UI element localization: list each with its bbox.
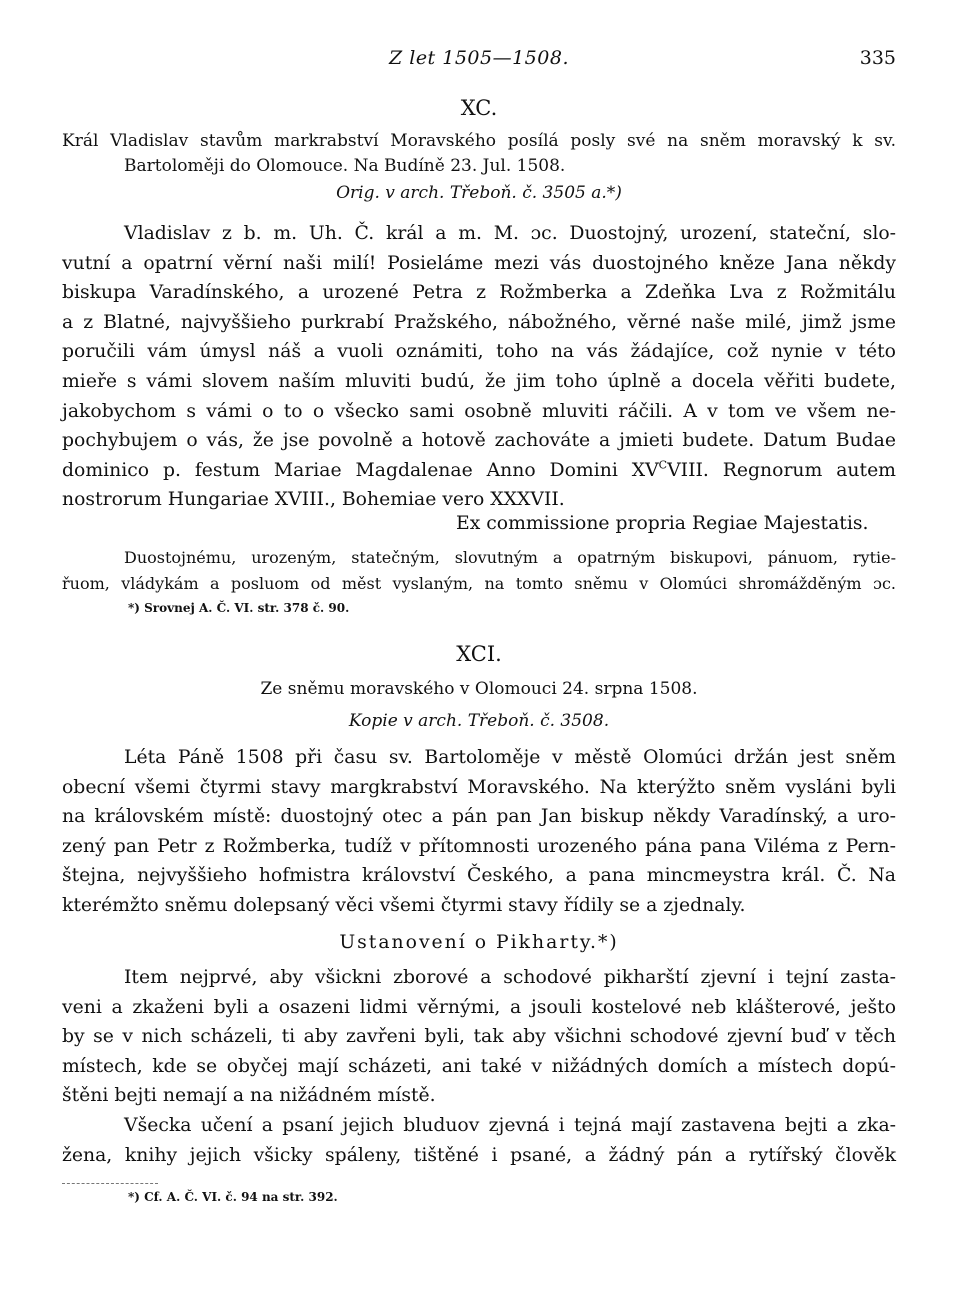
text-line: obecní všemi čtyrmi stavy margkrabství Moravského. Na kterýžto sněm vysláni byli [62,776,896,798]
document-headline-xci: Ze sněmu moravského v Olomouci 24. srpna 1508. [260,679,698,699]
page-number: 335 [859,47,896,69]
text-line: na královském místě: duostojný otec a pán pan Jan biskup někdy Varadínský, a uro- [62,806,896,828]
text-line: jakobychom s vámi o to o všecko sami osobně mluviti ráčili. A v tom ve všem ne- [62,400,896,422]
archive-reference-xci: Kopie v arch. Třeboň. č. 3508. [348,711,610,731]
paragraph-1 [62,743,896,921]
document-number-xc: XC. [460,96,498,120]
address-line: Duostojnému, urozeným, statečným, slovutným a opatrným biskupovi, pánuom, rytie- [124,548,896,567]
section-heading: Ustanovení o Pikharty.*) [339,932,619,953]
text-line: mieře s vámi slovem naším mluviti budú, že jim toho úplně a docela věřiti budete, [62,370,896,392]
text-line: štěni bejti nemají a na nižádném místě. [62,1085,436,1107]
paragraph-2 [62,963,896,1111]
page-header [62,47,896,75]
address-block [62,545,896,597]
text-line: poručili vám úmysl náš a vuoli oznámiti, toho na vás žádajíce, což nynie v této [62,341,896,363]
text-line: místech, kde se obyčej mají scházeti, ani také v nižádných domích a místech dopú- [62,1055,896,1077]
text-line: vutní a opatrní věrní naši milí! Posieláme mezi vás duostojného kněze Jana někdy [62,252,896,274]
text-line: a z Blatné, najvyššieho purkrabí Pražského, nábožného, věrné naše milé, jimž jsme [62,311,896,333]
text-line: Všecka učení a psaní jejich bluduov zjevná i tejná mají zastavena bejti a zka- [124,1115,896,1136]
paragraph-3 [62,1111,896,1170]
date-superscript: C [658,458,668,472]
address-line: řuom, vládykám a posluom od měst vyslaným, na tomto sněmu v Olomúci shromážděným ɔc. [62,574,896,593]
text-line: Item nejprvé, aby všickni zborové a schodové pikharští zjevní i tejní zasta- [124,967,896,988]
date-tail: VIII. Regnorum autem [667,459,896,481]
text-line: štejna, nejvyššieho hofmistra království Českého, a pana mincmeystra král. Č. Na [62,865,896,887]
archive-reference-xc: Orig. v arch. Třeboň. č. 3505 a.*) [336,183,622,203]
text-line [62,456,896,486]
text-line: biskupa Varadínského, a urozené Petra z Rožmberka a Zdeňka Lva z Rožmitálu [62,282,896,304]
headline-line: Bartoloměji do Olomouce. Na Budíně 23. Jul. 1508. [124,156,566,176]
footnote-rule [62,1183,158,1184]
text-line: Léta Páně 1508 při času sv. Bartoloměje v městě Olomúci držán jest sněm [124,747,896,768]
text-line: zený pan Petr z Rožmberka, tudíž v přítomnosti urozeného pána pana Viléma z Pern- [62,835,896,857]
footnote-xci: *) Cf. A. Č. VI. č. 94 na str. 392. [128,1190,338,1204]
text-line: veni a zkaženi byli a osazeni lidmi věrnými, a jsouli kostelové neb klášterové, ješto [62,996,896,1018]
document-number-xci: XCI. [456,642,502,666]
text-line: pochybujem o vás, že jse povolně a hotově zachováte a jmieti budete. Datum Budae [62,430,896,452]
text-line: by se v nich scházeli, ti aby zavřeni byli, tak aby všichni schodové zjevní buď v těch [62,1026,896,1048]
text-line: kterémžto sněmu dolepsaný věci všemi čtyrmi stavy řídily se a zjednaly. [62,894,746,916]
text-line: Vladislav z b. m. Uh. Č. král a m. M. ɔc. Duostojný, urození, stateční, slo- [124,223,896,244]
running-title: Z let 1505—1508. [389,47,569,69]
headline-line: Král Vladislav stavům markrabství Moravského posílá posly své na sněm moravský k sv. [62,131,896,151]
document-headline-xc [62,129,896,179]
closing-formula: Ex commissione propria Regiae Majestatis. [456,513,869,534]
text-line: nostrorum Hungariae XVIII., Bohemiae vero XXXVII. [62,489,565,511]
letter-body [62,219,896,515]
footnote-xc: *) Srovnej A. Č. VI. str. 378 č. 90. [128,601,350,615]
text-line: žena, knihy jejich všicky spáleny, tištěné i psané, a žádný pán a rytířský člověk [62,1144,896,1166]
date-text: dominico p. festum Mariae Magdalenae Anno Domini XV [62,459,659,481]
